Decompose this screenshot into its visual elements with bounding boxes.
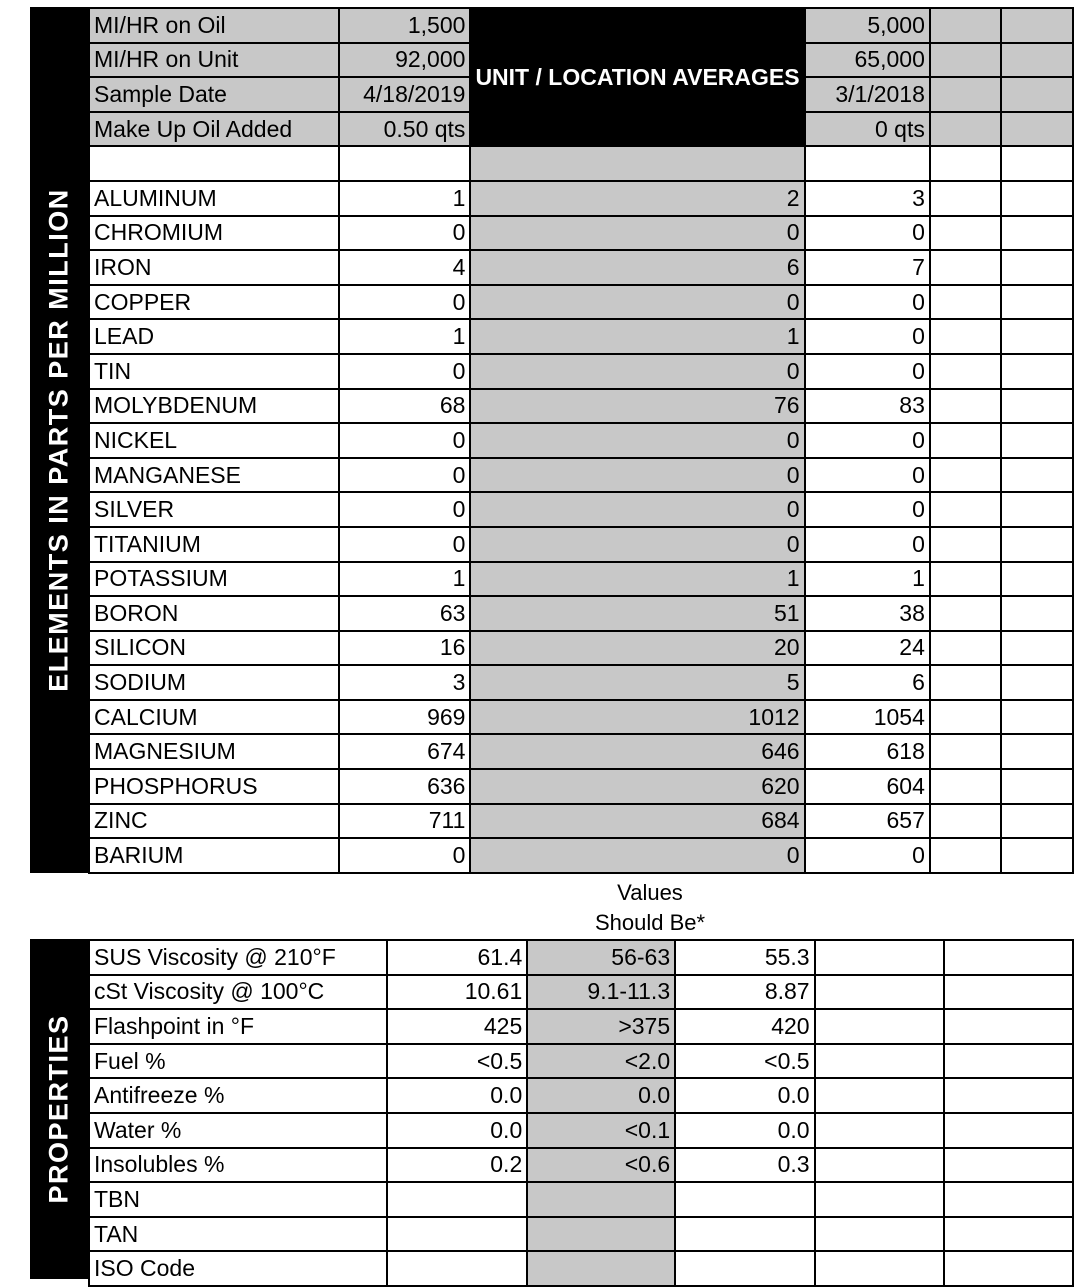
previous-value: 8.87	[675, 975, 814, 1010]
previous-value: 1	[805, 562, 930, 597]
empty-cell	[815, 1182, 944, 1217]
property-name: TAN	[89, 1217, 387, 1252]
element-row	[89, 804, 1073, 839]
previous-value: 0	[805, 492, 930, 527]
property-row	[89, 1251, 1073, 1286]
previous-value	[675, 1251, 814, 1286]
previous-value: 0	[805, 458, 930, 493]
property-row	[89, 1182, 1073, 1217]
property-name: Water %	[89, 1113, 387, 1148]
previous-value: 0	[805, 354, 930, 389]
empty-cell	[805, 146, 930, 181]
empty-cell	[944, 1148, 1073, 1183]
empty-cell	[930, 527, 1002, 562]
element-name: CALCIUM	[89, 700, 339, 735]
empty-cell	[930, 804, 1002, 839]
empty-cell	[89, 146, 339, 181]
average-value: 646	[470, 734, 804, 769]
values-should-be-note	[561, 878, 739, 938]
current-value: 0.2	[387, 1148, 527, 1183]
current-value: 0	[339, 527, 471, 562]
empty-cell	[930, 769, 1002, 804]
row-label: Sample Date	[89, 77, 339, 112]
empty-cell	[930, 562, 1002, 597]
should-be-value: <0.6	[527, 1148, 675, 1183]
property-row	[89, 1078, 1073, 1113]
empty-cell	[930, 734, 1002, 769]
average-value: 0	[470, 216, 804, 251]
row-label: MI/HR on Oil	[89, 8, 339, 43]
current-value: 4/18/2019	[339, 77, 471, 112]
current-value: <0.5	[387, 1044, 527, 1079]
average-value: 20	[470, 631, 804, 666]
empty-cell	[1001, 700, 1073, 735]
element-name: SILVER	[89, 492, 339, 527]
previous-value: 420	[675, 1009, 814, 1044]
average-value: 0	[470, 492, 804, 527]
empty-cell	[1001, 769, 1073, 804]
average-value: 76	[470, 389, 804, 424]
element-name: TITANIUM	[89, 527, 339, 562]
empty-cell	[930, 458, 1002, 493]
empty-cell	[930, 838, 1002, 873]
current-value: 674	[339, 734, 471, 769]
previous-value: 604	[805, 769, 930, 804]
should-be-value: >375	[527, 1009, 675, 1044]
previous-value	[675, 1217, 814, 1252]
empty-cell	[930, 423, 1002, 458]
empty-cell	[1001, 181, 1073, 216]
current-value	[387, 1251, 527, 1286]
empty-cell	[1001, 112, 1073, 147]
empty-cell	[1001, 562, 1073, 597]
element-name: BORON	[89, 596, 339, 631]
previous-value	[675, 1182, 814, 1217]
empty-cell	[930, 389, 1002, 424]
average-value: 5	[470, 665, 804, 700]
element-name: COPPER	[89, 285, 339, 320]
current-value: 0	[339, 216, 471, 251]
empty-cell	[1001, 8, 1073, 43]
elements-side-bar	[30, 7, 88, 873]
empty-cell	[815, 1078, 944, 1113]
element-name: ZINC	[89, 804, 339, 839]
empty-cell	[930, 596, 1002, 631]
properties-table	[88, 939, 1074, 1287]
current-value: 0.50 qts	[339, 112, 471, 147]
empty-cell	[930, 631, 1002, 666]
previous-value: 55.3	[675, 940, 814, 975]
average-value: 0	[470, 838, 804, 873]
empty-cell	[930, 77, 1002, 112]
empty-cell	[944, 1217, 1073, 1252]
current-value: 969	[339, 700, 471, 735]
empty-cell	[930, 319, 1002, 354]
properties-side-bar	[30, 939, 88, 1279]
element-name: NICKEL	[89, 423, 339, 458]
previous-value: 3/1/2018	[805, 77, 930, 112]
empty-cell	[815, 940, 944, 975]
average-value: 620	[470, 769, 804, 804]
previous-value: 0	[805, 423, 930, 458]
element-name: SILICON	[89, 631, 339, 666]
empty-cell	[1001, 43, 1073, 78]
note-line-2: Should Be*	[594, 910, 706, 935]
property-name: Fuel %	[89, 1044, 387, 1079]
element-name: SODIUM	[89, 665, 339, 700]
current-value: 0.0	[387, 1078, 527, 1113]
property-row	[89, 1009, 1073, 1044]
element-name: POTASSIUM	[89, 562, 339, 597]
average-value: 0	[470, 354, 804, 389]
current-value: 4	[339, 250, 471, 285]
empty-cell	[1001, 285, 1073, 320]
empty-cell	[1001, 250, 1073, 285]
should-be-value: 0.0	[527, 1078, 675, 1113]
previous-value: 0	[805, 838, 930, 873]
current-value: 0.0	[387, 1113, 527, 1148]
current-value: 0	[339, 285, 471, 320]
element-row	[89, 769, 1073, 804]
current-value	[387, 1182, 527, 1217]
empty-cell	[930, 700, 1002, 735]
property-name: ISO Code	[89, 1251, 387, 1286]
element-name: IRON	[89, 250, 339, 285]
element-row	[89, 389, 1073, 424]
should-be-value: 56-63	[527, 940, 675, 975]
previous-value: 83	[805, 389, 930, 424]
property-name: cSt Viscosity @ 100°C	[89, 975, 387, 1010]
previous-value: 0	[805, 285, 930, 320]
should-be-value	[527, 1217, 675, 1252]
current-value: 68	[339, 389, 471, 424]
property-row	[89, 1113, 1073, 1148]
empty-cell	[930, 112, 1002, 147]
empty-cell	[944, 975, 1073, 1010]
empty-cell	[930, 216, 1002, 251]
current-value: 0	[339, 492, 471, 527]
empty-cell	[815, 975, 944, 1010]
current-value: 92,000	[339, 43, 471, 78]
element-row	[89, 700, 1073, 735]
empty-cell	[944, 1009, 1073, 1044]
element-name: PHOSPHORUS	[89, 769, 339, 804]
empty-cell	[944, 1044, 1073, 1079]
average-value: 1	[470, 319, 804, 354]
empty-cell	[1001, 596, 1073, 631]
element-row	[89, 354, 1073, 389]
empty-cell	[1001, 216, 1073, 251]
property-row	[89, 940, 1073, 975]
element-row	[89, 181, 1073, 216]
element-row	[89, 527, 1073, 562]
previous-value: 65,000	[805, 43, 930, 78]
previous-value: 0.0	[675, 1113, 814, 1148]
current-value: 425	[387, 1009, 527, 1044]
current-value: 16	[339, 631, 471, 666]
empty-cell	[1001, 838, 1073, 873]
empty-cell	[1001, 146, 1073, 181]
average-value: 1	[470, 562, 804, 597]
should-be-value: 9.1-11.3	[527, 975, 675, 1010]
empty-cell	[815, 1217, 944, 1252]
previous-value: 0	[805, 216, 930, 251]
average-value: 0	[470, 458, 804, 493]
current-value: 0	[339, 838, 471, 873]
empty-cell	[944, 940, 1073, 975]
previous-value: 0 qts	[805, 112, 930, 147]
average-value: 51	[470, 596, 804, 631]
previous-value: 24	[805, 631, 930, 666]
spacer-row	[89, 146, 1073, 181]
element-name: LEAD	[89, 319, 339, 354]
element-row	[89, 596, 1073, 631]
element-name: CHROMIUM	[89, 216, 339, 251]
empty-cell	[930, 43, 1002, 78]
empty-cell	[1001, 77, 1073, 112]
header-row	[89, 8, 1073, 43]
empty-cell	[1001, 804, 1073, 839]
current-value: 3	[339, 665, 471, 700]
empty-cell	[815, 1251, 944, 1286]
property-row	[89, 1217, 1073, 1252]
current-value: 63	[339, 596, 471, 631]
element-name: TIN	[89, 354, 339, 389]
previous-value: 0.0	[675, 1078, 814, 1113]
average-value: 6	[470, 250, 804, 285]
property-row	[89, 1044, 1073, 1079]
empty-cell	[1001, 389, 1073, 424]
previous-value: 5,000	[805, 8, 930, 43]
element-row	[89, 250, 1073, 285]
current-value: 10.61	[387, 975, 527, 1010]
element-name: MOLYBDENUM	[89, 389, 339, 424]
empty-cell	[930, 354, 1002, 389]
previous-value: 3	[805, 181, 930, 216]
empty-cell	[815, 1044, 944, 1079]
previous-value: 6	[805, 665, 930, 700]
empty-cell	[1001, 458, 1073, 493]
previous-value: 0.3	[675, 1148, 814, 1183]
averages-header: UNIT / LOCATION AVERAGES	[470, 8, 804, 146]
previous-value: 0	[805, 319, 930, 354]
empty-cell	[944, 1113, 1073, 1148]
average-value: 0	[470, 527, 804, 562]
current-value: 1	[339, 562, 471, 597]
elements-section-title: ELEMENTS IN PARTS PER MILLION	[43, 188, 74, 692]
current-value: 636	[339, 769, 471, 804]
element-row	[89, 631, 1073, 666]
average-value: 684	[470, 804, 804, 839]
element-row	[89, 423, 1073, 458]
previous-value: 1054	[805, 700, 930, 735]
should-be-value	[527, 1182, 675, 1217]
property-name: Insolubles %	[89, 1148, 387, 1183]
empty-cell	[1001, 423, 1073, 458]
empty-cell	[944, 1251, 1073, 1286]
empty-cell	[930, 146, 1002, 181]
current-value: 61.4	[387, 940, 527, 975]
current-value: 711	[339, 804, 471, 839]
current-value: 0	[339, 458, 471, 493]
empty-cell	[1001, 665, 1073, 700]
empty-cell	[930, 250, 1002, 285]
previous-value: <0.5	[675, 1044, 814, 1079]
empty-cell	[930, 181, 1002, 216]
property-name: Antifreeze %	[89, 1078, 387, 1113]
element-row	[89, 665, 1073, 700]
property-name: SUS Viscosity @ 210°F	[89, 940, 387, 975]
element-name: BARIUM	[89, 838, 339, 873]
empty-cell	[1001, 319, 1073, 354]
element-row	[89, 492, 1073, 527]
average-value: 1012	[470, 700, 804, 735]
element-name: MAGNESIUM	[89, 734, 339, 769]
empty-cell	[930, 665, 1002, 700]
empty-cell	[930, 8, 1002, 43]
previous-value: 38	[805, 596, 930, 631]
element-row	[89, 562, 1073, 597]
element-name: ALUMINUM	[89, 181, 339, 216]
empty-cell	[470, 146, 804, 181]
empty-cell	[1001, 734, 1073, 769]
empty-cell	[1001, 527, 1073, 562]
empty-cell	[339, 146, 471, 181]
empty-cell	[815, 1148, 944, 1183]
element-row	[89, 838, 1073, 873]
previous-value: 7	[805, 250, 930, 285]
empty-cell	[1001, 492, 1073, 527]
element-name: MANGANESE	[89, 458, 339, 493]
elements-table	[88, 7, 1074, 874]
average-value: 0	[470, 285, 804, 320]
should-be-value	[527, 1251, 675, 1286]
empty-cell	[1001, 354, 1073, 389]
empty-cell	[944, 1078, 1073, 1113]
average-value: 2	[470, 181, 804, 216]
property-name: TBN	[89, 1182, 387, 1217]
previous-value: 0	[805, 527, 930, 562]
row-label: MI/HR on Unit	[89, 43, 339, 78]
element-row	[89, 216, 1073, 251]
current-value: 0	[339, 354, 471, 389]
note-line-1: Values	[617, 880, 683, 905]
average-value: 0	[470, 423, 804, 458]
element-row	[89, 285, 1073, 320]
property-name: Flashpoint in °F	[89, 1009, 387, 1044]
current-value: 0	[339, 423, 471, 458]
previous-value: 618	[805, 734, 930, 769]
empty-cell	[815, 1009, 944, 1044]
current-value: 1	[339, 319, 471, 354]
empty-cell	[944, 1182, 1073, 1217]
empty-cell	[1001, 631, 1073, 666]
row-label: Make Up Oil Added	[89, 112, 339, 147]
should-be-value: <2.0	[527, 1044, 675, 1079]
current-value: 1,500	[339, 8, 471, 43]
previous-value: 657	[805, 804, 930, 839]
empty-cell	[815, 1113, 944, 1148]
property-row	[89, 1148, 1073, 1183]
element-row	[89, 458, 1073, 493]
element-row	[89, 734, 1073, 769]
empty-cell	[930, 492, 1002, 527]
properties-section-title: PROPERTIES	[43, 1014, 74, 1204]
property-row	[89, 975, 1073, 1010]
current-value: 1	[339, 181, 471, 216]
current-value	[387, 1217, 527, 1252]
should-be-value: <0.1	[527, 1113, 675, 1148]
empty-cell	[930, 285, 1002, 320]
element-row	[89, 319, 1073, 354]
